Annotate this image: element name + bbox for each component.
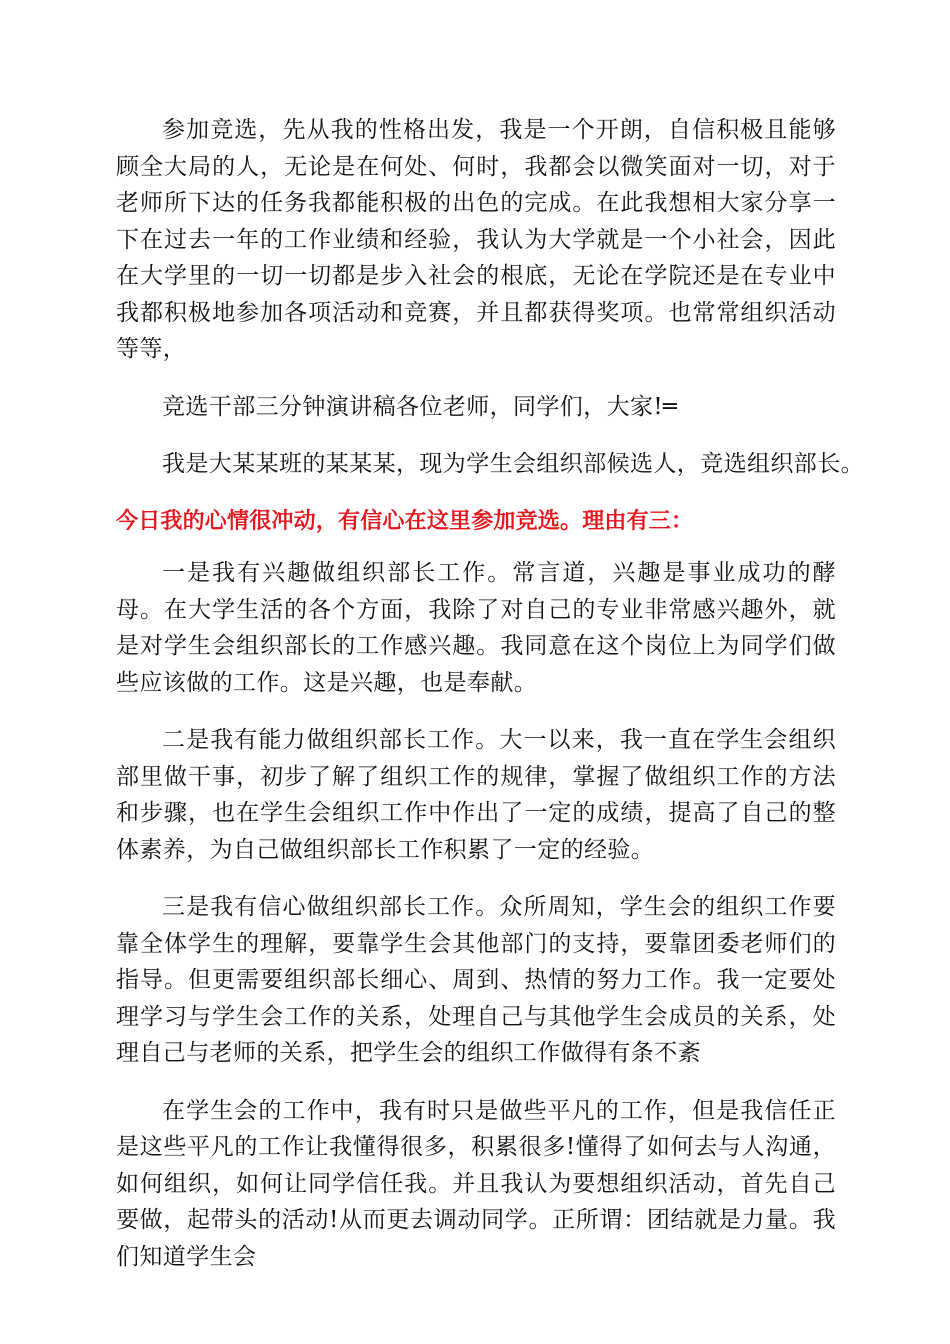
reason-one-paragraph: 一是我有兴趣做组织部长工作。常言道，兴趣是事业成功的酵母。在大学生活的各个方面，我除了对自己的专业非常感兴趣外，就是对学生会组织部长的工作感兴趣。我同意在这个岗位上为同学们做些应该做的工作。这是兴趣，也是奉献。 (116, 560, 836, 696)
speech-title-line: 竞选干部三分钟演讲稿各位老师，同学们，大家!═ (162, 393, 678, 420)
reason-three-paragraph: 三是我有信心做组织部长工作。众所周知，学生会的组织工作要靠全体学生的理解，要靠学生会其他部门的支持，要靠团委老师们的指导。但更需要组织部长细心、周到、热情的努力工作。我一定要处理学习与学生会工作的关系，处理自己与其他学生会成员的关系，处理自己与老师的关系，把学生会的组织工作做得有条不紊 (116, 894, 836, 1066)
document-body (116, 112, 864, 1296)
reasons-heading: 今日我的心情很冲动，有信心在这里参加竞选。理由有三： (116, 508, 694, 534)
intro-paragraph: 参加竞选，先从我的性格出发，我是一个开朗，自信积极且能够顾全大局的人，无论是在何处、何时，我都会以微笑面对一切，对于老师所下达的任务我都能积极的出色的完成。在此我想相大家分享一下在过去一年的工作业绩和经验，我认为大学就是一个小社会，因此在大学里的一切一切都是步入社会的根底，无论在学院还是在专业中我都积极地参加各项活动和竞赛，并且都获得奖项。也常常组织活动等等， (116, 117, 836, 362)
self-introduction: 我是大某某班的某某某，现为学生会组织部候选人，竞选组织部长。 (162, 451, 864, 477)
reason-two-paragraph: 二是我有能力做组织部长工作。大一以来，我一直在学生会组织部里做干事，初步了解了组织工作的规律，掌握了做组织工作的方法和步骤，也在学生会组织工作中作出了一定的成绩，提高了自己的整体素养，为自己做组织部长工作积累了一定的经验。 (116, 727, 836, 863)
closing-paragraph: 在学生会的工作中，我有时只是做些平凡的工作，但是我信任正是这些平凡的工作让我懂得很多，积累很多!懂得了如何去与人沟通，如何组织，如何让同学信任我。并且我认为要想组织活动，首先自己要做，起带头的活动!从而更去调动同学。正所谓：团结就是力量。我们知道学生会 (116, 1097, 836, 1270)
